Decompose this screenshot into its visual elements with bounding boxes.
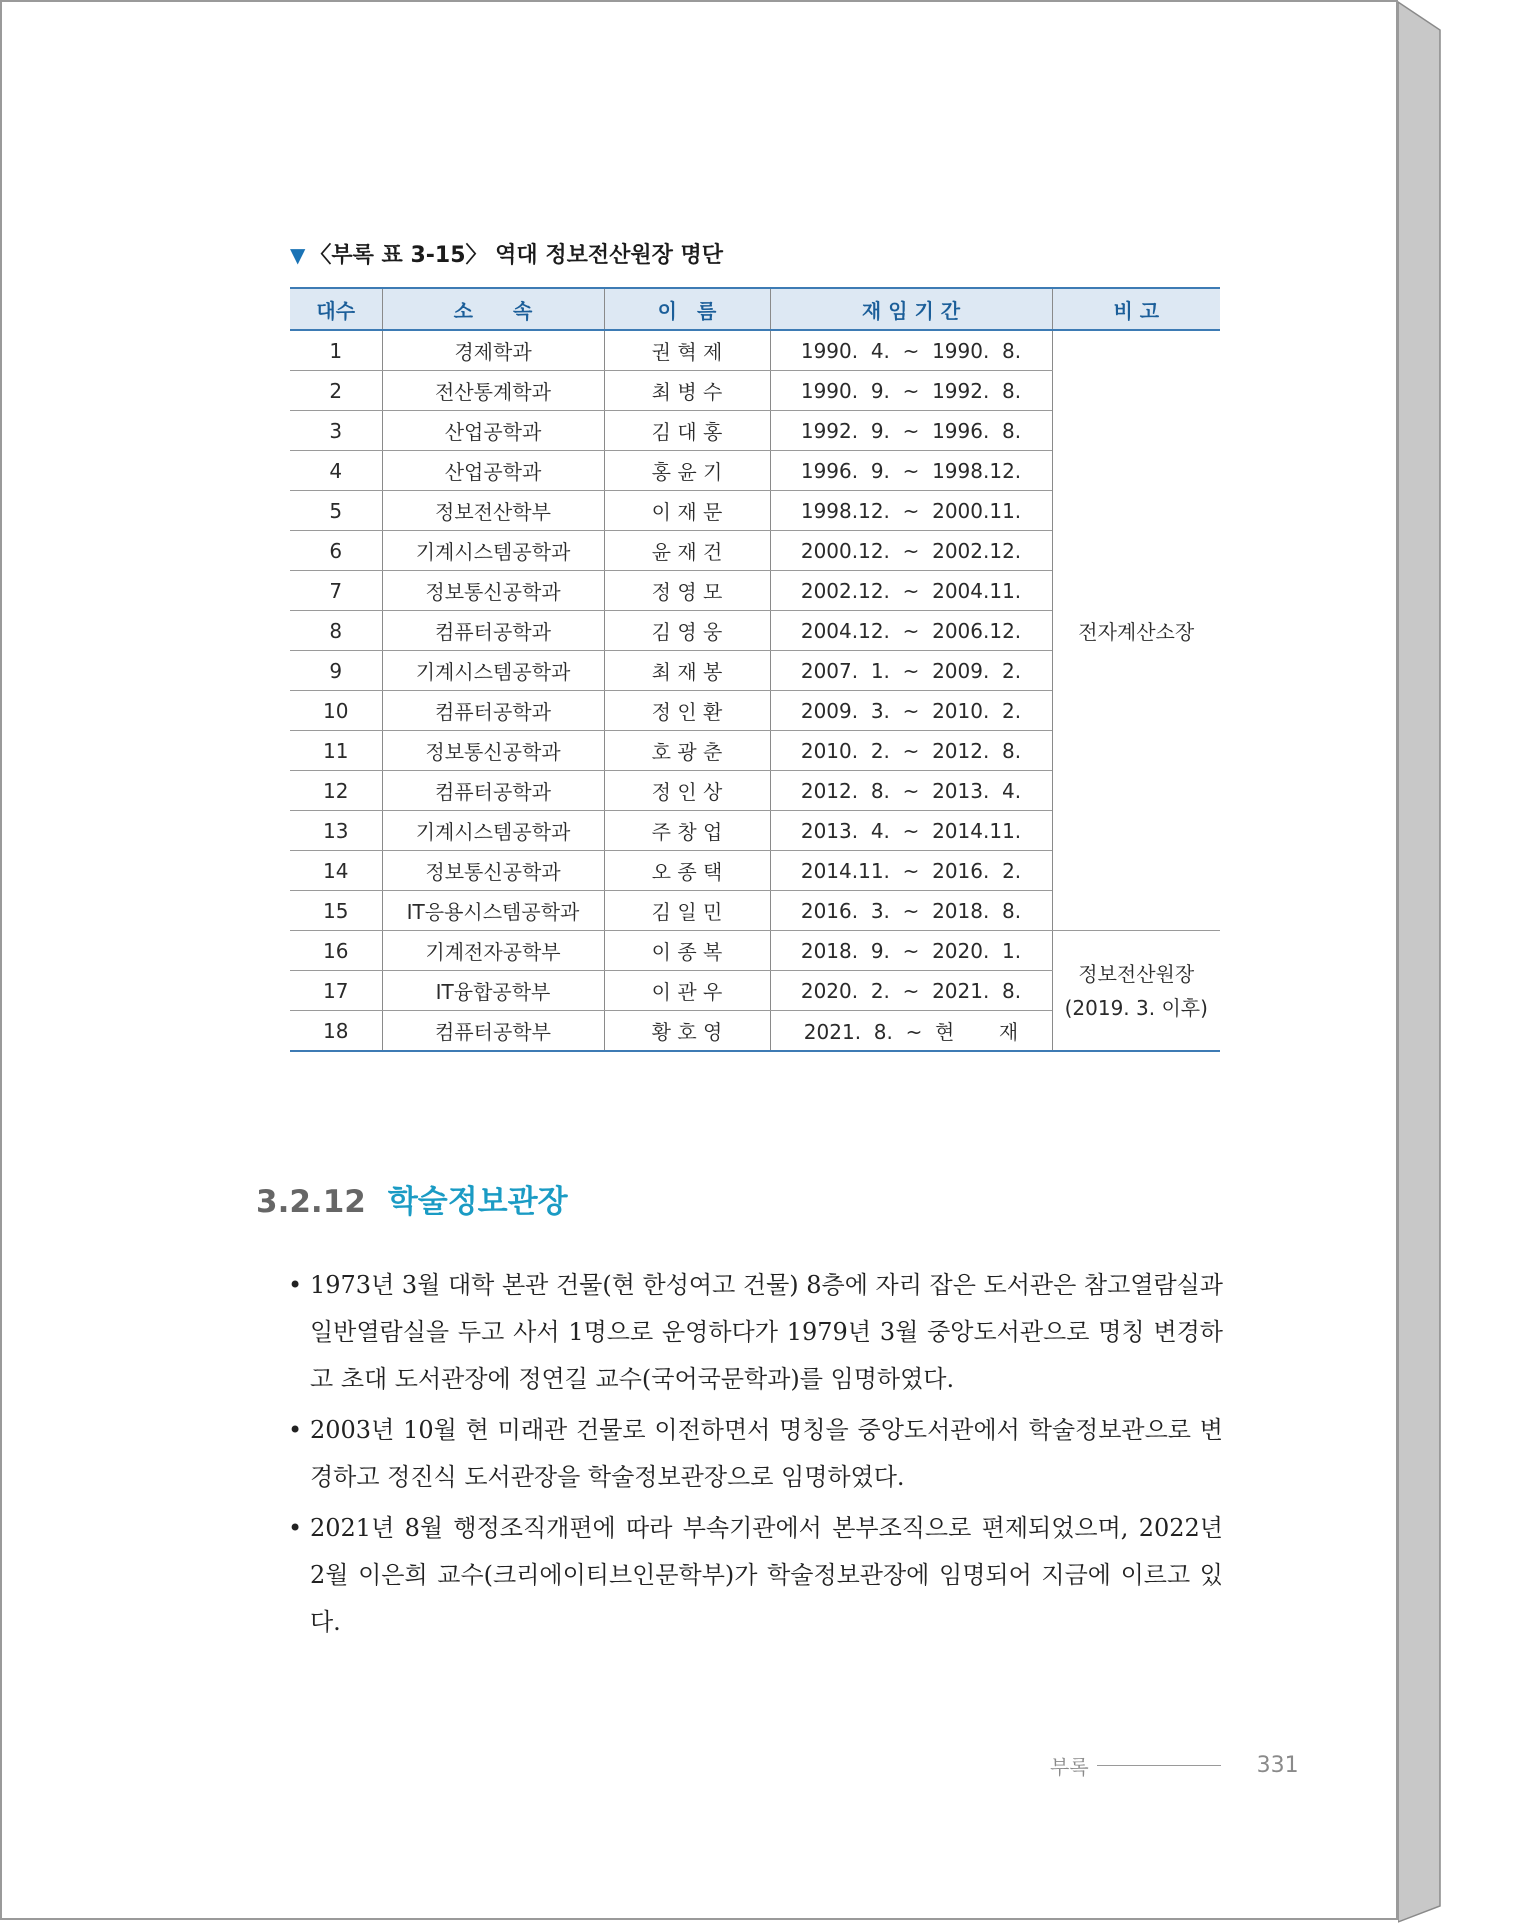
cell-no: 2 — [290, 371, 382, 411]
cell-period: 2009. 3. ~ 2010. 2. — [770, 691, 1052, 731]
cell-name: 최 병 수 — [604, 371, 770, 411]
body-text — [288, 1262, 1223, 1650]
cell-name: 윤 재 건 — [604, 531, 770, 571]
cell-dept: IT응용시스템공학과 — [382, 891, 604, 931]
page-number: 331 — [1256, 1753, 1299, 1778]
cell-note-info-center — [1052, 931, 1220, 1052]
cell-period: 1990. 4. ~ 1990. 8. — [770, 330, 1052, 371]
cell-period: 2016. 3. ~ 2018. 8. — [770, 891, 1052, 931]
cell-name: 이 관 우 — [604, 971, 770, 1011]
cell-dept: 정보통신공학과 — [382, 731, 604, 771]
cell-dept: 정보전산학부 — [382, 491, 604, 531]
cell-no: 10 — [290, 691, 382, 731]
triangle-down-icon: ▼ — [290, 243, 306, 267]
cell-no: 3 — [290, 411, 382, 451]
cell-dept: 컴퓨터공학부 — [382, 1011, 604, 1052]
table-caption-text: 〈부록 표 3-15〉 역대 정보전산원장 명단 — [309, 243, 724, 268]
paragraph — [288, 1262, 1223, 1403]
cell-name: 홍 윤 기 — [604, 451, 770, 491]
footer-label: 부록 — [1050, 1755, 1089, 1779]
cell-dept: 컴퓨터공학과 — [382, 691, 604, 731]
cell-name: 권 혁 제 — [604, 330, 770, 371]
cell-dept: 기계시스템공학과 — [382, 811, 604, 851]
cell-period: 2021. 8. ~ 현 재 — [770, 1011, 1052, 1052]
cell-period: 2004.12. ~ 2006.12. — [770, 611, 1052, 651]
cell-no: 6 — [290, 531, 382, 571]
bullet-icon: • — [288, 1271, 303, 1299]
header-name: 이 름 — [604, 288, 770, 330]
section-title: 학술정보관장 — [387, 1184, 568, 1220]
table-header-row — [290, 288, 1220, 330]
cell-dept: 전산통계학과 — [382, 371, 604, 411]
cell-no: 18 — [290, 1011, 382, 1052]
cell-dept: 기계시스템공학과 — [382, 651, 604, 691]
cell-note-computing-center: 전자계산소장 — [1052, 330, 1220, 931]
cell-period: 2012. 8. ~ 2013. 4. — [770, 771, 1052, 811]
cell-name: 김 대 홍 — [604, 411, 770, 451]
cell-name: 정 인 환 — [604, 691, 770, 731]
cell-dept: IT융합공학부 — [382, 971, 604, 1011]
cell-no: 7 — [290, 571, 382, 611]
cell-period: 1990. 9. ~ 1992. 8. — [770, 371, 1052, 411]
cell-no: 9 — [290, 651, 382, 691]
cell-name: 김 영 웅 — [604, 611, 770, 651]
paragraph — [288, 1505, 1223, 1646]
cell-no: 17 — [290, 971, 382, 1011]
cell-dept: 정보통신공학과 — [382, 571, 604, 611]
cell-no: 4 — [290, 451, 382, 491]
cell-dept: 기계시스템공학과 — [382, 531, 604, 571]
cell-period: 1996. 9. ~ 1998.12. — [770, 451, 1052, 491]
bullet-icon: • — [288, 1416, 303, 1444]
note-line-1: 정보전산원장 — [1078, 961, 1195, 986]
table-caption — [290, 238, 723, 269]
table-row — [290, 330, 1220, 371]
cell-period: 2014.11. ~ 2016. 2. — [770, 851, 1052, 891]
cell-dept: 정보통신공학과 — [382, 851, 604, 891]
cell-dept: 경제학과 — [382, 330, 604, 371]
cell-period: 2000.12. ~ 2002.12. — [770, 531, 1052, 571]
note-line-2: (2019. 3. 이후) — [1064, 995, 1208, 1020]
cell-name: 이 종 복 — [604, 931, 770, 971]
cell-dept: 기계전자공학부 — [382, 931, 604, 971]
header-note: 비 고 — [1052, 288, 1220, 330]
cell-dept: 컴퓨터공학과 — [382, 771, 604, 811]
cell-no: 8 — [290, 611, 382, 651]
cell-period: 2013. 4. ~ 2014.11. — [770, 811, 1052, 851]
footer-rule — [1097, 1765, 1221, 1766]
cell-dept: 컴퓨터공학과 — [382, 611, 604, 651]
table-row — [290, 931, 1220, 971]
page-edge-shadow — [1398, 0, 1448, 1926]
cell-period: 2002.12. ~ 2004.11. — [770, 571, 1052, 611]
header-no: 대수 — [290, 288, 382, 330]
cell-no: 15 — [290, 891, 382, 931]
cell-period: 1998.12. ~ 2000.11. — [770, 491, 1052, 531]
section-heading — [256, 1176, 568, 1221]
cell-period: 1992. 9. ~ 1996. 8. — [770, 411, 1052, 451]
cell-no: 13 — [290, 811, 382, 851]
cell-name: 김 일 민 — [604, 891, 770, 931]
cell-no: 11 — [290, 731, 382, 771]
cell-name: 정 영 모 — [604, 571, 770, 611]
cell-dept: 산업공학과 — [382, 411, 604, 451]
cell-name: 오 종 택 — [604, 851, 770, 891]
paragraph-text: 2021년 8월 행정조직개편에 따라 부속기관에서 본부조직으로 편제되었으며, 2022년 2월 이은희 교수(크리에이티브인문학부)가 학술정보관장에 임명되어 지금에 이르고 있다. — [310, 1514, 1223, 1636]
header-period: 재 임 기 간 — [770, 288, 1052, 330]
cell-name: 최 재 봉 — [604, 651, 770, 691]
director-roster-table — [290, 287, 1220, 1052]
header-dept: 소 속 — [382, 288, 604, 330]
cell-period: 2007. 1. ~ 2009. 2. — [770, 651, 1052, 691]
cell-no: 1 — [290, 330, 382, 371]
cell-no: 5 — [290, 491, 382, 531]
bullet-icon: • — [288, 1514, 303, 1542]
cell-name: 주 창 업 — [604, 811, 770, 851]
section-number: 3.2.12 — [256, 1184, 366, 1220]
paragraph-text: 2003년 10월 현 미래관 건물로 이전하면서 명칭을 중앙도서관에서 학술정보관으로 변경하고 정진식 도서관장을 학술정보관장으로 임명하였다. — [310, 1416, 1223, 1491]
cell-name: 호 광 춘 — [604, 731, 770, 771]
cell-no: 16 — [290, 931, 382, 971]
cell-name: 이 재 문 — [604, 491, 770, 531]
cell-name: 정 인 상 — [604, 771, 770, 811]
cell-period: 2010. 2. ~ 2012. 8. — [770, 731, 1052, 771]
cell-name: 황 호 영 — [604, 1011, 770, 1052]
paragraph-text: 1973년 3월 대학 본관 건물(현 한성여고 건물) 8층에 자리 잡은 도서관은 참고열람실과 일반열람실을 두고 사서 1명으로 운영하다가 1979년 3월 중앙도서관으로 명칭 변경하고 초대 도서관장에 정연길 교수(국어국문학과)를 임명하였다. — [310, 1271, 1223, 1393]
paragraph — [288, 1407, 1223, 1501]
cell-period: 2020. 2. ~ 2021. 8. — [770, 971, 1052, 1011]
cell-period: 2018. 9. ~ 2020. 1. — [770, 931, 1052, 971]
cell-dept: 산업공학과 — [382, 451, 604, 491]
cell-no: 12 — [290, 771, 382, 811]
page-footer — [1050, 1751, 1299, 1780]
cell-no: 14 — [290, 851, 382, 891]
